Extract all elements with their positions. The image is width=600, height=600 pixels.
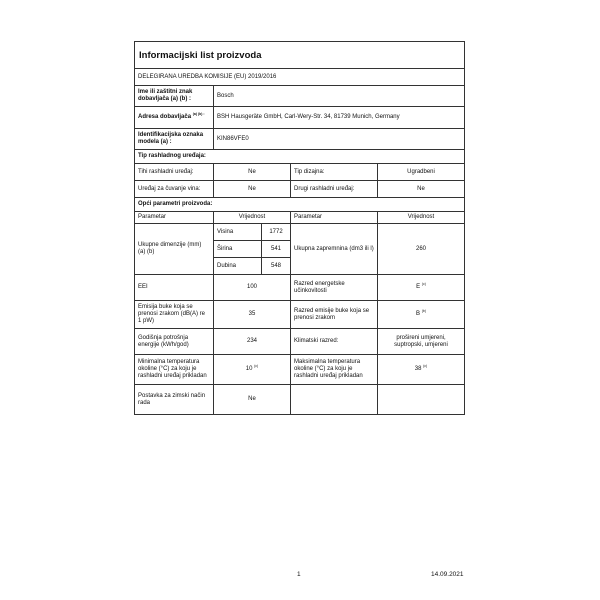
- model-identifier-value: KIN86VFE0: [214, 129, 465, 150]
- document-title: Informacijski list proizvoda: [135, 42, 465, 69]
- width-label: Širina: [214, 241, 262, 258]
- empty-cell-left: [291, 385, 378, 415]
- climate-class-label: Klimatski razred:: [291, 329, 378, 355]
- wine-storage-value: Ne: [214, 181, 291, 198]
- eei-label: EEI: [135, 275, 214, 301]
- winter-mode-label: Postavka za zimski način rada: [135, 385, 214, 415]
- product-table: [134, 41, 465, 415]
- min-temperature-cell: [214, 355, 291, 385]
- design-type-label: Tip dizajna:: [291, 164, 378, 181]
- parameter-header-left: Parametar: [135, 212, 214, 224]
- climate-class-value: prošireni umjereni, suptropski, umjereni: [378, 329, 465, 355]
- height-label: Visina: [214, 224, 262, 241]
- parameter-header-right: Parametar: [291, 212, 378, 224]
- max-temperature-value: 38: [414, 366, 422, 372]
- energy-class-cell: [378, 275, 465, 301]
- min-temperature-note: (c): [254, 364, 259, 368]
- energy-class-label: Razred energetske učinkovitosti: [291, 275, 378, 301]
- total-volume-label: Ukupna zapremnina (dm3 ili l): [291, 224, 378, 275]
- design-type-value: Ugradbeni: [378, 164, 465, 181]
- noise-class-value: B: [416, 311, 421, 317]
- max-temperature-label: Maksimalna temperatura okoline (°C) za koju je rashladni uređaj prikladan: [291, 355, 378, 385]
- dimensions-label: Ukupne dimenzije (mm) (a) (b): [135, 224, 214, 275]
- other-appliance-label: Drugi rashladni uređaj:: [291, 181, 378, 198]
- min-temperature-value: 10: [245, 366, 253, 372]
- annual-energy-label: Godišnja potrošnja energije (kWh/god): [135, 329, 214, 355]
- noise-emission-value: 35: [214, 301, 291, 329]
- document-date: 14.09.2021: [431, 571, 464, 578]
- total-volume-value: 260: [378, 224, 465, 275]
- height-value: 1772: [262, 224, 291, 241]
- energy-class-note: (c): [421, 282, 426, 286]
- empty-cell-right: [378, 385, 465, 415]
- supplier-address-note: (a) (b) :: [192, 112, 205, 116]
- depth-value: 548: [262, 258, 291, 275]
- device-type-heading: Tip rashladnog uređaja:: [135, 150, 465, 164]
- page-number: 1: [297, 571, 301, 578]
- regulation-reference: DELEGIRANA UREDBA KOMISIJE (EU) 2019/2016: [135, 69, 465, 86]
- energy-class-value: E: [416, 284, 421, 290]
- annual-energy-value: 234: [214, 329, 291, 355]
- max-temperature-note: (c): [423, 364, 428, 368]
- low-noise-label: Tihi rashladni uređaj:: [135, 164, 214, 181]
- winter-mode-value: Ne: [214, 385, 291, 415]
- wine-storage-label: Uređaj za čuvanje vina:: [135, 181, 214, 198]
- other-appliance-value: Ne: [378, 181, 465, 198]
- supplier-name-label: Ime ili zaštitni znak dobavljača (a) (b) :: [135, 86, 214, 107]
- value-header-left: Vrijednost: [214, 212, 291, 224]
- low-noise-value: Ne: [214, 164, 291, 181]
- noise-class-cell: [378, 301, 465, 329]
- supplier-name-value: Bosch: [214, 86, 465, 107]
- noise-class-note: (b): [421, 309, 426, 313]
- product-information-sheet: [134, 41, 464, 415]
- supplier-address-value: BSH Hausgeräte GmbH, Carl-Wery-Str. 34, 81739 Munich, Germany: [214, 107, 465, 129]
- noise-emission-label: Emisija buke koja se prenosi zrakom (dB(A) re 1 pW): [135, 301, 214, 329]
- depth-label: Dubina: [214, 258, 262, 275]
- model-identifier-label: Identifikacijska oznaka modela (a) :: [135, 129, 214, 150]
- width-value: 541: [262, 241, 291, 258]
- min-temperature-label: Minimalna temperatura okoline (°C) za koju je rashladni uređaj prikladan: [135, 355, 214, 385]
- eei-value: 100: [214, 275, 291, 301]
- general-parameters-heading: Opći parametri proizvoda:: [135, 198, 465, 212]
- max-temperature-cell: [378, 355, 465, 385]
- noise-class-label: Razred emisije buke koja se prenosi zrakom: [291, 301, 378, 329]
- supplier-address-label: Adresa dobavljača $^{(a) (b) :}$: [135, 107, 214, 129]
- value-header-right: Vrijednost: [378, 212, 465, 224]
